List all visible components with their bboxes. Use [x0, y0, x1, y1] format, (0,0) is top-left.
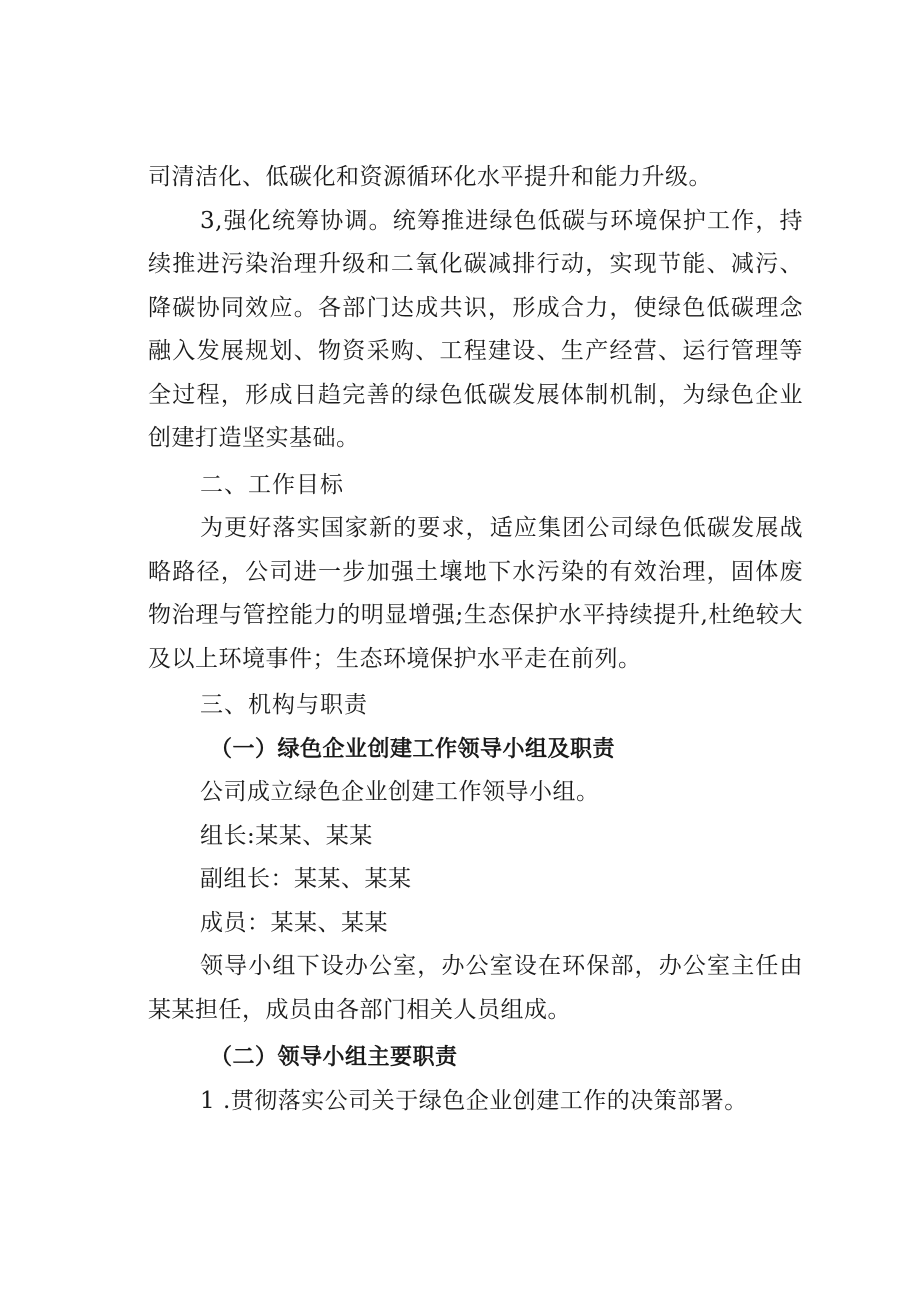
heading-work-goals: 二、工作目标: [200, 471, 344, 498]
paragraph-deputy-leader: 副组长：某某、某某: [200, 866, 412, 892]
paragraph-duty-1: 1 .贯彻落实公司关于绿色企业创建工作的决策部署。: [200, 1087, 748, 1114]
subheading-leadership-group: （一）绿色企业创建工作领导小组及职责: [210, 736, 616, 762]
document-body: [148, 156, 803, 1123]
paragraph-coordination: 3,强化统筹协调。统筹推进绿色低碳与环境保护工作，持续推进污染治理升级和二氧化碳减排行动，实现节能、减污、降碳协同效应。各部门达成共识，形成合力，使绿色低碳理念融入发展规划、物资采购、工程建设、生产经营、运行管理等全过程，形成日趋完善的绿色低碳发展体制机制，为绿色企业创建打造坚实基础。: [148, 207, 803, 451]
paragraph-group-established: 公司成立绿色企业创建工作领导小组。: [200, 779, 600, 805]
paragraph-goals: 为更好落实国家新的要求，适应集团公司绿色低碳发展战略路径，公司进一步加强土壤地下水污染的有效治理，固体废物治理与管控能力的明显增强;生态保护水平持续提升,杜绝较大及以上环境事件；生态环境保护水平走在前列。: [148, 515, 803, 672]
subheading-main-duties: （二）领导小组主要职责: [210, 1045, 458, 1070]
paragraph-members: 成员：某某、某某: [200, 909, 388, 936]
heading-organization: 三、机构与职责: [200, 692, 368, 718]
paragraph-group-leader: 组长:某某、某某: [200, 822, 373, 849]
paragraph-continuation: 司清洁化、低碳化和资源循环化水平提升和能力升级。: [148, 164, 712, 190]
paragraph-office: 领导小组下设办公室，办公室设在环保部，办公室主任由某某担任，成员由各部门相关人员组成。: [148, 953, 803, 1023]
